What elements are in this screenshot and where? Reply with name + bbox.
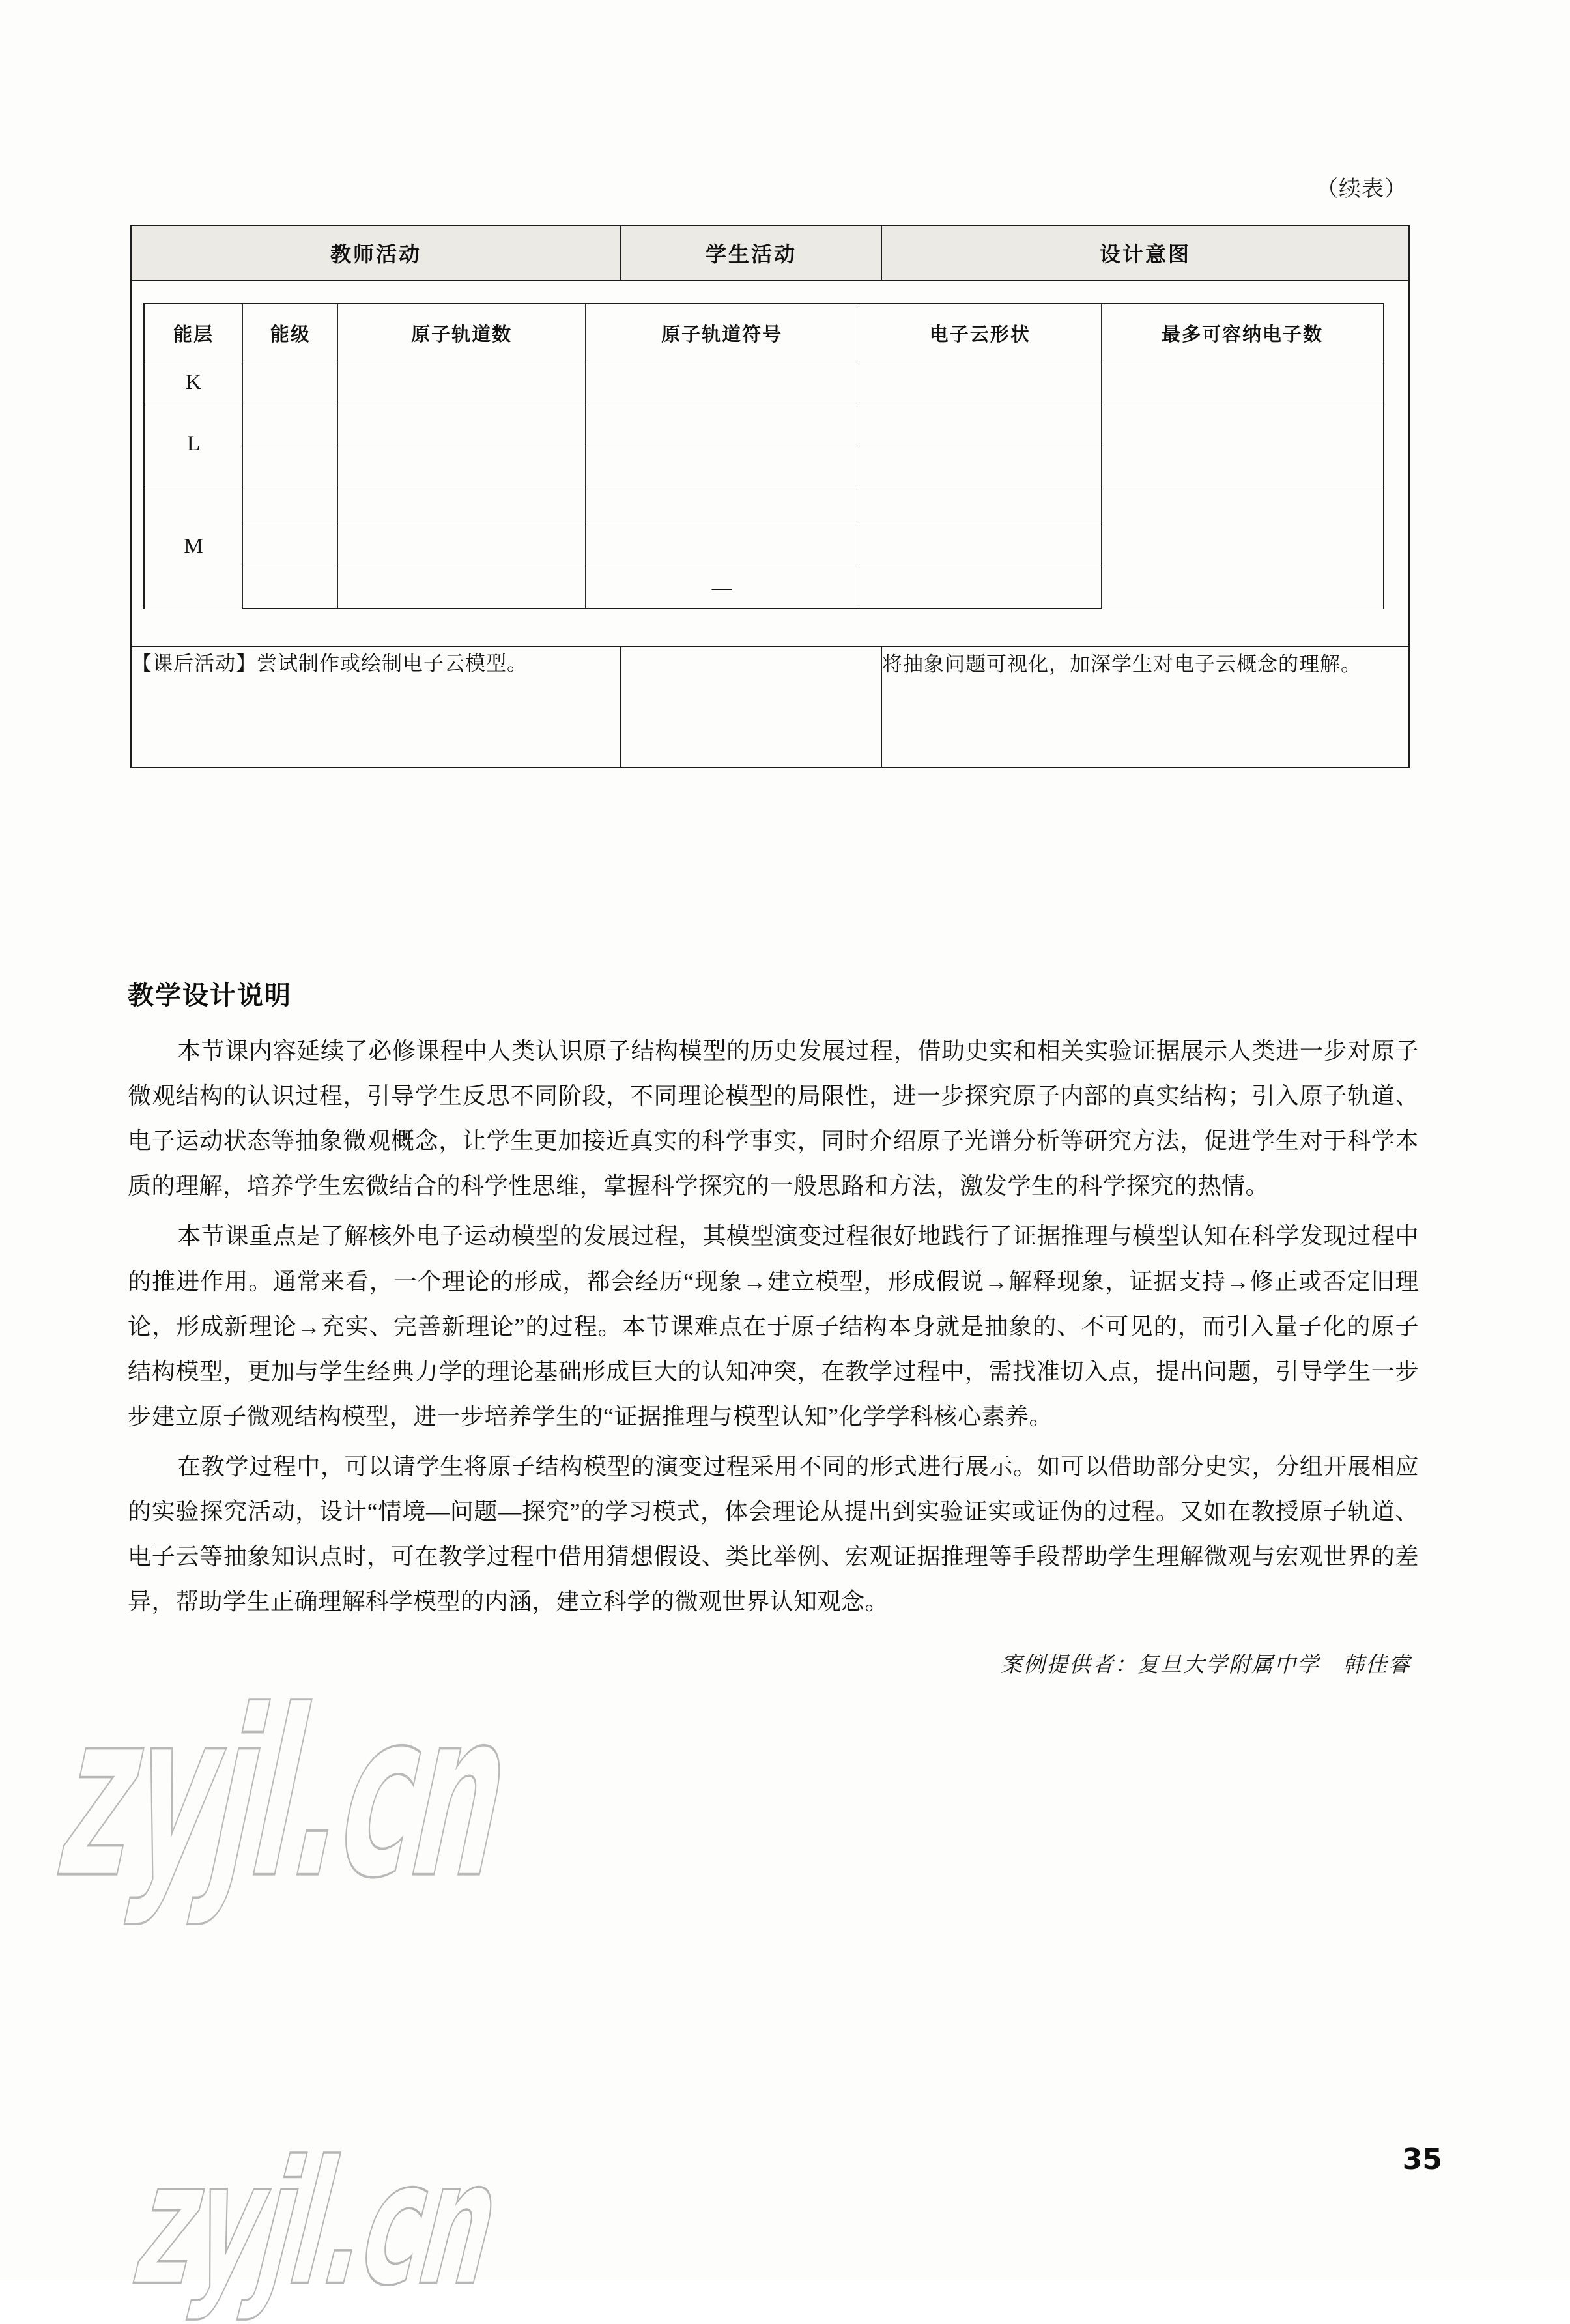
activity-table-header-row xyxy=(131,225,1409,280)
activity-table xyxy=(130,225,1410,768)
paragraph-1: 本节课内容延续了必修课程中人类认识原子结构模型的历史发展过程，借助史实和相关实验证据展示人类进一步对原子微观结构的认识过程，引导学生反思不同阶段，不同理论模型的局限性，进一步探究原子内部的真实结构；引入原子轨道、电子运动状态等抽象微观概念，让学生更加接近真实的科学事实，同时介绍原子光谱分析等研究方法，促进学生对于科学本质的理解，培养学生宏微结合的科学性思维，掌握科学探究的一般思路和方法，激发学生的科学探究的热情。 xyxy=(128,1038,1419,1199)
column-header-orbital-symbol: 原子轨道符号 xyxy=(585,304,859,362)
paragraph-3: 在教学过程中，可以请学生将原子结构模型的演变过程采用不同的形式进行展示。如可以借助部分史实，分组开展相应的实验探究活动，设计“情境—问题—探究”的学习模式，体会理论从提出到实验证实或证伪的过程。又如在教授原子轨道、电子云等抽象知识点时，可在教学过程中借用猜想假设、类比举例、宏观证据推理等手段帮助学生理解微观与宏观世界的差异，帮助学生正确理解科学模型的内涵，建立科学的微观世界认知观念。 xyxy=(128,1453,1419,1615)
cell-orbital-symbol xyxy=(585,485,859,526)
column-header-student-activity: 学生活动 xyxy=(621,225,881,280)
cell-max-electrons-l xyxy=(1102,403,1384,485)
cell-level xyxy=(243,444,338,485)
section-heading: 教学设计说明 xyxy=(128,981,292,1011)
electron-shell-header-row xyxy=(144,304,1384,362)
cell-shell-m: M xyxy=(144,485,243,609)
cell-cloud-shape xyxy=(859,485,1101,526)
column-header-design-intent: 设计意图 xyxy=(881,225,1409,280)
cell-homework-teacher-activity: 【课后活动】尝试制作或绘制电子云模型。 xyxy=(131,646,621,767)
cell-homework-design-intent: 将抽象问题可视化，加深学生对电子云概念的理解。 xyxy=(881,646,1409,767)
column-header-energy-level: 能级 xyxy=(243,304,338,362)
table-row xyxy=(144,403,1384,444)
cell-cloud-shape xyxy=(859,403,1101,444)
watermark-zyjl-middle: zyjl.cn xyxy=(40,1660,535,1929)
cell-orbital-count xyxy=(338,526,585,567)
electron-shell-table-head xyxy=(144,304,1384,362)
cell-max-electrons-m xyxy=(1102,485,1384,609)
table-row xyxy=(144,485,1384,526)
column-header-teacher-activity: 教师活动 xyxy=(131,225,621,280)
continued-table-label: （续表） xyxy=(1316,176,1407,202)
cell-cloud-shape xyxy=(859,444,1101,485)
table-row xyxy=(144,362,1384,403)
watermark-zyjl-bottom: zyjl.cn xyxy=(119,2125,521,2324)
cell-cloud-shape xyxy=(859,567,1101,609)
activity-table-body xyxy=(131,280,1409,767)
cell-orbital-count xyxy=(338,485,585,526)
cell-orbital-symbol xyxy=(585,403,859,444)
column-header-energy-shell: 能层 xyxy=(144,304,243,362)
cell-orbital-count xyxy=(338,444,585,485)
cell-shell-k: K xyxy=(144,362,243,403)
cell-orbital-count xyxy=(338,403,585,444)
electron-shell-table xyxy=(143,303,1384,609)
cell-orbital-symbol xyxy=(585,444,859,485)
electron-shell-table-body xyxy=(144,362,1384,609)
cell-level xyxy=(243,485,338,526)
orbital-table-container xyxy=(131,280,1409,646)
cell-level xyxy=(243,362,338,403)
cell-orbital-symbol xyxy=(585,526,859,567)
cell-orbital-count xyxy=(338,362,585,403)
paragraph-2: 本节课重点是了解核外电子运动模型的发展过程，其模型演变过程很好地践行了证据推理与模型认知在科学发现过程中的推进作用。通常来看，一个理论的形成，都会经历“现象→建立模型，形成假说→解释现象，证据支持→修正或否定旧理论，形成新理论→充实、完善新理论”的过程。本节课难点在于原子结构本身就是抽象的、不可见的，而引入量子化的原子结构模型，更加与学生经典力学的理论基础形成巨大的认知冲突，在教学过程中，需找准切入点，提出问题，引导学生一步步建立原子微观结构模型，进一步培养学生的“证据推理与模型认知”化学学科核心素养。 xyxy=(128,1223,1419,1429)
cell-orbital-symbol xyxy=(585,362,859,403)
cell-max-electrons-k xyxy=(1102,362,1384,403)
column-header-orbital-count: 原子轨道数 xyxy=(338,304,585,362)
cell-orbital-count xyxy=(338,567,585,609)
homework-row xyxy=(131,646,1409,767)
column-header-cloud-shape: 电子云形状 xyxy=(859,304,1101,362)
cell-orbital-symbol: — xyxy=(585,567,859,609)
cell-homework-student-activity xyxy=(621,646,881,767)
activity-table-head xyxy=(131,225,1409,280)
cell-cloud-shape xyxy=(859,362,1101,403)
design-notes-section xyxy=(128,975,1419,1678)
cell-level xyxy=(243,403,338,444)
case-attribution: 案例提供者：复旦大学附属中学 韩佳睿 xyxy=(1001,1654,1411,1678)
cell-level xyxy=(243,567,338,609)
cell-level xyxy=(243,526,338,567)
cell-shell-l: L xyxy=(144,403,243,485)
cell-cloud-shape xyxy=(859,526,1101,567)
orbital-table-row xyxy=(131,280,1409,646)
page-number: 35 xyxy=(1402,2143,1442,2176)
column-header-max-electrons: 最多可容纳电子数 xyxy=(1102,304,1384,362)
